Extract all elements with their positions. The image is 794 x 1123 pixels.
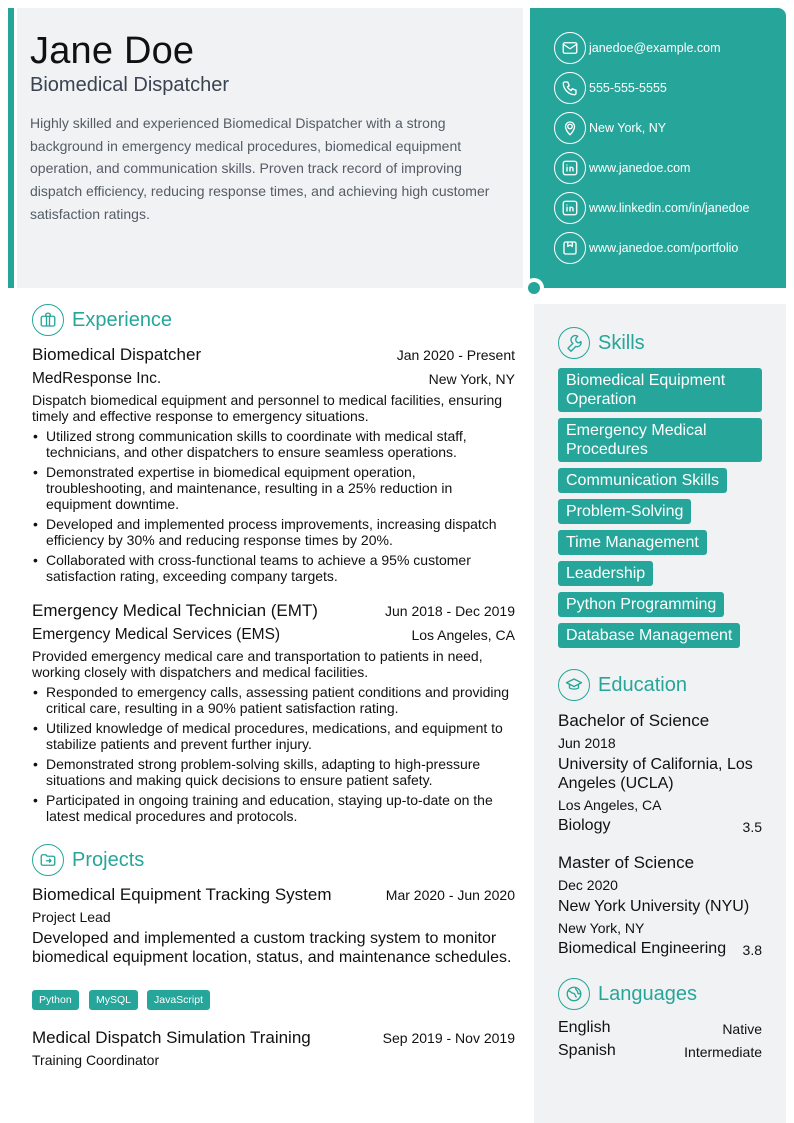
candidate-title: Biomedical Dispatcher <box>30 74 229 96</box>
project-dates: Sep 2019 - Nov 2019 <box>382 1030 515 1046</box>
job-location: Los Angeles, CA <box>411 627 515 643</box>
education-date: Jun 2018 <box>558 735 616 751</box>
wrench-icon <box>558 327 590 359</box>
skill-tag: Biomedical Equipment Operation <box>558 368 762 412</box>
experience-section-header <box>32 304 172 336</box>
mail-icon <box>554 32 586 64</box>
website-link[interactable]: www.janedoe.com <box>589 161 691 175</box>
skill-tag: Problem-Solving <box>558 499 691 524</box>
contact-email[interactable] <box>554 31 721 65</box>
job-dates: Jan 2020 - Present <box>396 347 515 363</box>
contact-phone[interactable] <box>554 71 667 105</box>
skills-heading: Skills <box>598 331 645 354</box>
project-description: Developed and implemented a custom tracking system to monitor biomedical equipment location, status, and maintenance schedules. <box>32 930 512 966</box>
job-title: Biomedical Dispatcher <box>32 345 202 364</box>
contact-portfolio[interactable] <box>554 231 738 265</box>
contact-location <box>554 111 666 145</box>
contact-website[interactable] <box>554 151 690 185</box>
language-level: Intermediate <box>684 1044 762 1060</box>
skills-section-header <box>558 327 645 359</box>
projects-section-header <box>32 844 144 876</box>
list-item: • Demonstrated strong problem-solving skills, adapting to high-pressure situations and making quick decisions to ensure patient safety. <box>32 756 518 788</box>
job-description: Provided emergency medical care and transportation to patients in need, working closely with dispatchers and medical facilities. <box>32 648 483 680</box>
job-bullets <box>32 684 518 828</box>
job-title: Emergency Medical Technician (EMT) <box>32 601 318 620</box>
linkedin-icon <box>554 152 586 184</box>
phone-icon <box>554 72 586 104</box>
header-accent-bar <box>8 8 14 288</box>
list-item: • Demonstrated expertise in biomedical equipment operation, troubleshooting, and maintenance, resulting in a 25% reduction in equipment downtime. <box>32 464 518 512</box>
job-location: New York, NY <box>428 371 515 387</box>
education-degree: Bachelor of Science <box>558 711 710 730</box>
job-description: Dispatch biomedical equipment and personnel to medical facilities, ensuring timely and effective response to emergency situations. <box>32 392 503 424</box>
language-name: English <box>558 1019 611 1036</box>
education-section-header <box>558 669 687 701</box>
language-level: Native <box>722 1021 762 1037</box>
education-field: Biomedical Engineering <box>558 940 727 957</box>
project-role: Training Coordinator <box>32 1052 160 1068</box>
project-title: Medical Dispatch Simulation Training <box>32 1028 311 1047</box>
list-item: • Collaborated with cross-functional teams to achieve a 95% customer satisfaction rating, exceeding company targets. <box>32 552 518 584</box>
contact-linkedin[interactable] <box>554 191 750 225</box>
job-bullets <box>32 428 518 588</box>
skill-tag: Python Programming <box>558 592 724 617</box>
linkedin-link[interactable]: www.linkedin.com/in/janedoe <box>589 201 750 215</box>
project-role: Project Lead <box>32 909 111 925</box>
job-dates: Jun 2018 - Dec 2019 <box>385 603 515 619</box>
education-school: University of California, Los Angeles (UCLA) <box>558 756 753 792</box>
list-item: • Participated in ongoing training and education, staying up-to-date on the latest medical procedures and protocols. <box>32 792 518 824</box>
briefcase-icon <box>32 304 64 336</box>
candidate-name: Jane Doe <box>30 30 195 72</box>
education-location: Los Angeles, CA <box>558 797 662 813</box>
education-school: New York University (NYU) <box>558 898 750 915</box>
education-heading: Education <box>598 673 687 696</box>
list-item: • Responded to emergency calls, assessing patient conditions and providing critical care, resulting in a 90% patient satisfaction rating. <box>32 684 518 716</box>
experience-heading: Experience <box>72 308 173 331</box>
job-company: Emergency Medical Services (EMS) <box>32 626 281 643</box>
education-degree: Master of Science <box>558 853 695 872</box>
location-icon <box>554 112 586 144</box>
summary-text: Highly skilled and experienced Biomedical Dispatcher with a strong background in emergency medical procedures, biomedical equipment operation, and communication skills. Proven track record of improving dispatch efficiency, reducing response times, and achieving high customer satisfaction ratings. <box>30 115 490 222</box>
education-location: New York, NY <box>558 920 645 936</box>
project-title: Biomedical Equipment Tracking System <box>32 885 332 904</box>
portfolio-icon <box>554 232 586 264</box>
skill-tag: Time Management <box>558 530 707 555</box>
languages-section-header <box>558 978 697 1010</box>
skill-tag: Communication Skills <box>558 468 727 493</box>
folder-icon <box>32 844 64 876</box>
list-item: • Utilized knowledge of medical procedures, medications, and equipment to stabilize patients and prevent further injury. <box>32 720 518 752</box>
tech-tag: MySQL <box>89 990 138 1010</box>
location-text: New York, NY <box>589 121 667 135</box>
projects-heading: Projects <box>72 848 145 871</box>
contact-panel <box>530 8 786 288</box>
skill-tag: Emergency Medical Procedures <box>558 418 762 462</box>
list-item: • Utilized strong communication skills to coordinate with medical staff, technicians, and other dispatchers to ensure seamless operations. <box>32 428 518 460</box>
language-name: Spanish <box>558 1042 616 1059</box>
graduation-cap-icon <box>558 669 590 701</box>
header-summary-panel <box>17 8 523 288</box>
education-gpa: 3.5 <box>742 819 762 835</box>
list-item: • Developed and implemented process improvements, increasing dispatch efficiency by 30% and reducing response times by 20%. <box>32 516 518 548</box>
tech-tag: JavaScript <box>147 990 210 1010</box>
languages-heading: Languages <box>598 982 697 1005</box>
project-dates: Mar 2020 - Jun 2020 <box>385 887 515 903</box>
linkedin-icon <box>554 192 586 224</box>
portfolio-link[interactable]: www.janedoe.com/portfolio <box>589 241 739 255</box>
email-text[interactable]: janedoe@example.com <box>589 41 721 55</box>
phone-text[interactable]: 555-555-5555 <box>589 81 667 95</box>
tech-tag: Python <box>32 990 79 1010</box>
education-date: Dec 2020 <box>558 877 618 893</box>
job-company: MedResponse Inc. <box>32 370 162 387</box>
education-field: Biology <box>558 817 611 834</box>
timeline-dot <box>524 278 544 298</box>
skill-tag: Leadership <box>558 561 653 586</box>
education-gpa: 3.8 <box>742 942 762 958</box>
globe-icon <box>558 978 590 1010</box>
skill-tag: Database Management <box>558 623 740 648</box>
